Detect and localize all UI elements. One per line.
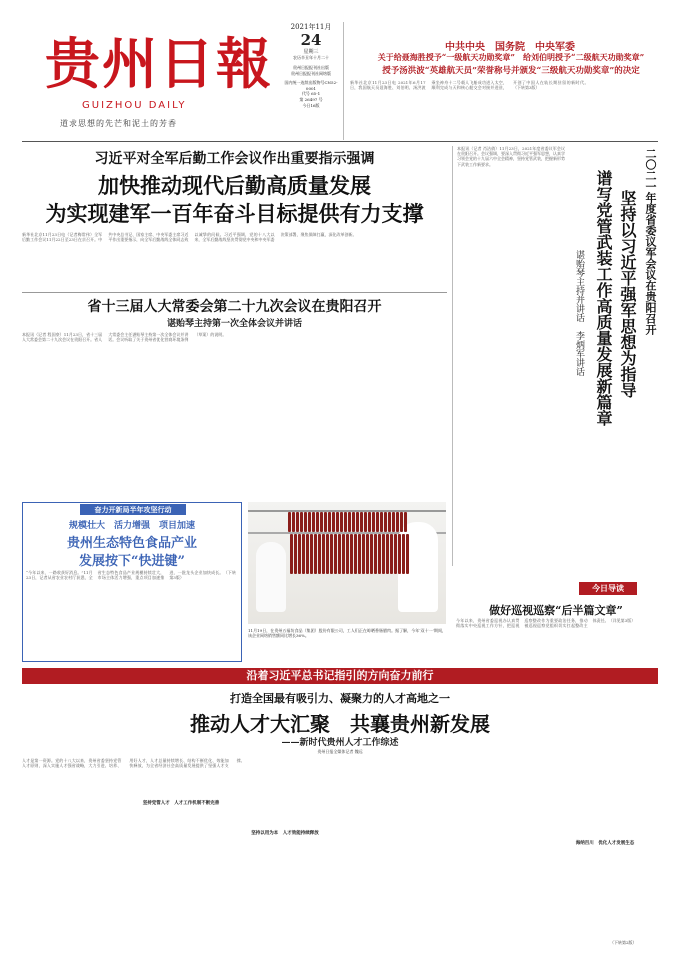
- main-story-body: 新华社北京11月23日电（记者梅常伟）全军后勤工作会议11月22日至23日在京召开。中共中央总书记、国家主席、中央军委主席习近平作出重要指示，向全军后勤战线全体同志致以诚挚的问候。习近平强调，党的十八大以来，全军后勤战线坚决贯彻党中央和中央军委决策部署，聚焦保障打赢，深化改革创新。: [22, 232, 357, 243]
- sausage-strand: [332, 512, 335, 532]
- sausage-strand: [318, 534, 321, 574]
- feature-body: “今年以来，一路收获好消息。”11月23日，记者从省农业农村厅获悉，全省生态特色食品产业规模持续壮大，市场主体活力增强，重点项目加速推进，一批龙头企业加快成长。（下转第3版）: [26, 570, 236, 581]
- date-block: [282, 22, 340, 109]
- main-headline-2: 为实现建军一百年奋斗目标提供有力支撑: [45, 201, 424, 226]
- sausage-strand: [334, 534, 337, 574]
- sausage-strand: [396, 512, 399, 532]
- sausage-strand: [304, 512, 307, 532]
- side-kicker: 二〇二一年度省委议军会议在贵阳召开: [644, 148, 657, 335]
- sausage-strand: [358, 534, 361, 574]
- sausage-strand: [342, 534, 345, 574]
- sausage-strand: [350, 534, 353, 574]
- sausage-strand: [400, 512, 403, 532]
- sausage-strand: [366, 534, 369, 574]
- sausage-strand: [298, 534, 301, 574]
- masthead-slogan: 道求思想的先芒和泥土的芳香: [60, 119, 177, 128]
- masthead-pinyin: GUIZHOU DAILY: [82, 100, 187, 111]
- sausage-strand: [378, 534, 381, 574]
- sausage-strand: [382, 534, 385, 574]
- publisher: 贵州日报报刊社出版: [293, 65, 329, 70]
- sausage-strand: [310, 534, 313, 574]
- provincial-headline: 省十三届人大常委会第二十九次会议在贵阳召开: [87, 299, 382, 315]
- sausage-strand: [294, 534, 297, 574]
- sausage-strand: [356, 512, 359, 532]
- sausage-strand: [324, 512, 327, 532]
- date-lunar: 农历辛丑年十月二十: [293, 55, 329, 60]
- issue-code: 代号 65-1: [301, 91, 321, 96]
- top-headline-line2: 授予汤洪波“英雄航天员”荣誉称号并颁发“三级航天功勋奖章”的决定: [382, 66, 640, 76]
- sausage-strand: [372, 512, 375, 532]
- sausage-strand: [368, 512, 371, 532]
- side-headline-2: 谱写党管武装工作高质量发展新篇章: [594, 170, 613, 426]
- feature-photo: [248, 502, 446, 624]
- sausage-strand: [364, 512, 367, 532]
- jinri-body: 今年以来，贵州省委巡视办认真贯彻落实中央巡视工作方针，把巡视巡察整改作为重要政治任务，推动被巡视巡察党组织切实扛起整改主体责任。（详见第3版）: [456, 618, 636, 629]
- sausage-strand: [336, 512, 339, 532]
- feature-more: （下转第3版）: [169, 570, 236, 581]
- photo-caption: 11月19日，在贵州五福坊食品（集团）股份有限公司，工人们正在晾晒香肠腊肉。据了解，今年‘双十一’期间，该企业网络销售额同比增长36%。: [248, 628, 446, 639]
- sausage-strand: [302, 534, 305, 574]
- masthead-title: 贵州日報: [45, 31, 274, 96]
- sausage-strand: [290, 534, 293, 574]
- sausage-strand: [380, 512, 383, 532]
- sausage-strand: [360, 512, 363, 532]
- sausage-strand: [338, 534, 341, 574]
- top-headline-line1: 关于给聂海胜授予“一级航天功勋奖章” 给刘伯明授予“二级航天功勋奖章”: [377, 52, 645, 62]
- provincial-subhead: 谌贻琴主持第一次全体会议并讲话: [166, 319, 302, 329]
- jinri-more: （详见第3版）: [608, 618, 636, 623]
- sausage-strand: [352, 512, 355, 532]
- top-kicker: 中共中央 国务院 中央军委: [445, 42, 575, 53]
- edition: 贵州日报报刊社网络版: [291, 71, 331, 76]
- sausage-strand: [306, 534, 309, 574]
- sausage-strand: [384, 512, 387, 532]
- sausage-strand: [354, 534, 357, 574]
- sausage-strand: [406, 534, 409, 574]
- talent-sub3: 海纳百川 优化人才发展生态: [560, 840, 650, 846]
- sausage-strand: [344, 512, 347, 532]
- jinri-headline: 做好巡视巡察“后半篇文章”: [489, 604, 623, 617]
- sausage-strand: [348, 512, 351, 532]
- main-headline-1: 加快推动现代后勤高质量发展: [98, 173, 371, 198]
- sausage-strand: [340, 512, 343, 532]
- date-day: 24: [300, 31, 322, 49]
- date-year-month: 2021年11月: [290, 23, 332, 31]
- talent-subhead: ——新时代贵州人才工作综述: [281, 738, 399, 748]
- sausage-strand: [390, 534, 393, 574]
- sausage-strand: [374, 534, 377, 574]
- sausage-strand: [314, 534, 317, 574]
- top-story-more: （下转第3版）: [513, 85, 540, 91]
- talent-headline: 推动人才大汇聚 共襄贵州新发展: [190, 712, 490, 736]
- feature-headline-1: 贵州生态特色食品产业: [66, 536, 197, 551]
- side-headline-1: 坚持以习近平强军思想为指导: [618, 190, 637, 398]
- page-count: 今日16版: [302, 103, 320, 108]
- sausage-strand: [362, 534, 365, 574]
- section-banner: 沿着习近平总书记指引的方向奋力前行: [22, 668, 658, 684]
- sausage-strand: [320, 512, 323, 532]
- sausage-strand: [392, 512, 395, 532]
- sausage-strand: [292, 512, 295, 532]
- top-story-body: 新华社北京11月23日电 2021年6月17日，我国航天员聂海胜、刘伯明、汤洪波乘坐神舟十二号载人飞船成功进入太空，顺利完成与天和核心舱交会对接并进驻，开创了中国人在轨长期驻留的新时代。（下转第3版）: [350, 80, 589, 91]
- feature-headline-2: 发展按下“快进键”: [79, 554, 185, 569]
- sausage-strand: [322, 534, 325, 574]
- sausage-strand: [330, 534, 333, 574]
- sausage-strand: [398, 534, 401, 574]
- sausage-strand: [300, 512, 303, 532]
- sausage-strand: [296, 512, 299, 532]
- sausage-strand: [308, 512, 311, 532]
- talent-sub1: 坚持党管人才 人才工作机制不断完善: [136, 800, 226, 806]
- jinri-tag: 今日导读: [579, 582, 637, 595]
- side-byline: 谌贻琴主持并讲话 李炳军讲话: [574, 250, 584, 376]
- sausage-strand: [312, 512, 315, 532]
- provincial-body: 本报讯（记者 程国豪）11月23日，省十三届人大常委会第二十九次会议在贵阳召开。省人大常委会主任谌贻琴主持第一次全体会议并讲话。会议听取了关于贵州省优化营商环境条例（草案）的说明。: [22, 332, 227, 343]
- sausage-strand: [386, 534, 389, 574]
- sausage-strand: [402, 534, 405, 574]
- sausage-strand: [346, 534, 349, 574]
- feature-tag: 奋力开新局半年攻坚行动: [80, 504, 186, 515]
- talent-kicker: 打造全国最有吸引力、凝聚力的人才高地之一: [230, 692, 450, 705]
- feature-subhead: 规模壮大 活力增强 项目加速: [68, 521, 195, 531]
- sausage-strand: [326, 534, 329, 574]
- main-kicker: 习近平对全军后勤工作会议作出重要指示强调: [94, 151, 375, 167]
- talent-more: （下转第2版）: [610, 940, 637, 945]
- date-weekday: 星期三: [303, 49, 319, 55]
- sausage-strand: [376, 512, 379, 532]
- issn-code: 国内统一连续出版物号CN52-0001: [284, 80, 338, 91]
- talent-author: 贵州日报全媒体记者 魏远: [317, 749, 363, 754]
- sausage-strand: [394, 534, 397, 574]
- sausage-strand: [404, 512, 407, 532]
- sausage-strand: [328, 512, 331, 532]
- side-story-body: 本报讯（记者 肖洁倩）11月23日，2021年度省委议军会议在贵阳召开。会议强调，要深入贯彻习近平强军思想，认真学习领会党的十九届六中全会精神，坚持党管武装，把握新形势下武装工作新要求。: [457, 146, 565, 167]
- issue-number: 第 26497 号: [299, 97, 323, 102]
- sausage-strand: [316, 512, 319, 532]
- sausage-strand: [370, 534, 373, 574]
- talent-body: 人才是第一资源。党的十八大以来，贵州省委坚持党管人才原则，深入实施人才强省战略，大力引进、培养、用好人才，人才总量持续增长、结构不断优化、效能加快释放，为全省经济社会高质量发展提供了坚强人才支撑。: [22, 758, 245, 769]
- sausage-strand: [388, 512, 391, 532]
- talent-sub2: 坚持以用为本 人才效能持续释放: [240, 830, 330, 836]
- sausage-strand: [288, 512, 291, 532]
